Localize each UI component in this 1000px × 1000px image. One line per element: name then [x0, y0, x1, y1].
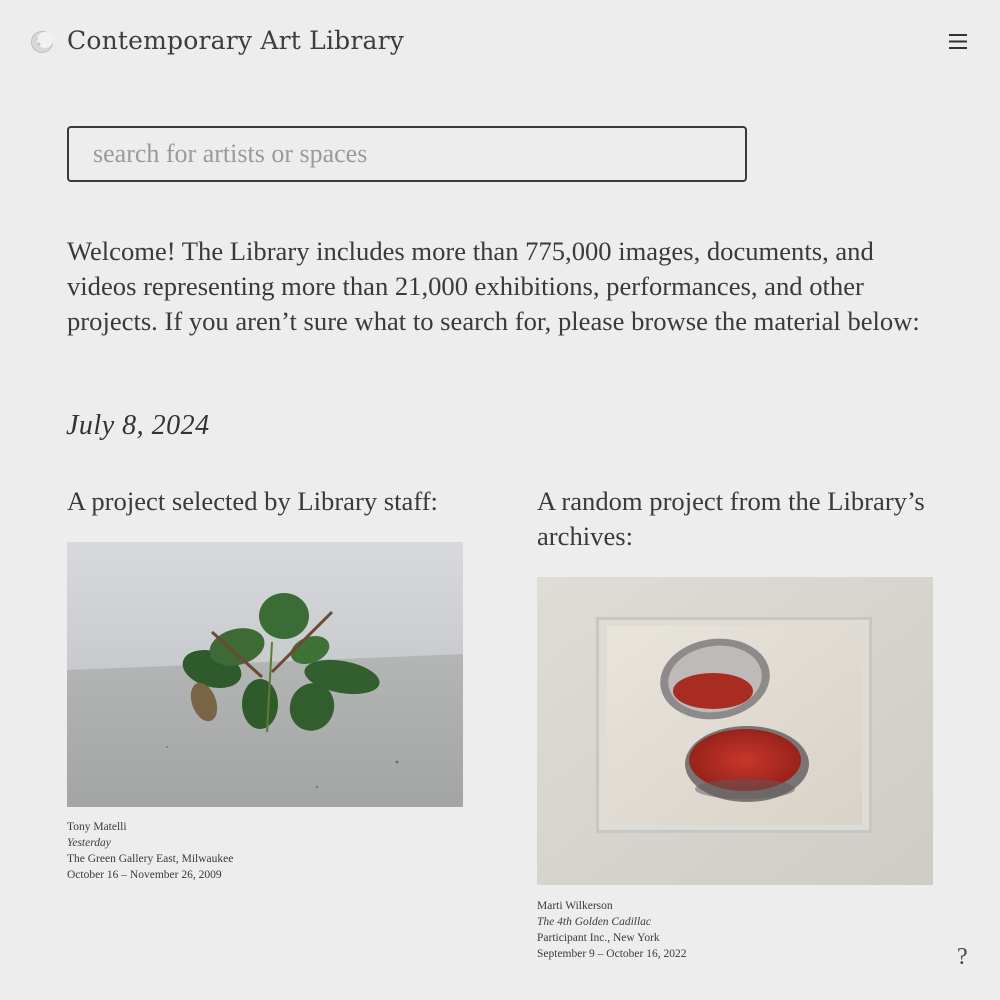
- random-artist[interactable]: Marti Wilkerson: [537, 900, 613, 912]
- featured-caption: [67, 819, 463, 883]
- search-box: [67, 126, 747, 182]
- random-heading: A random project from the Library’s archives:: [537, 486, 925, 551]
- search-input[interactable]: [69, 128, 745, 180]
- featured-title[interactable]: Yesterday: [67, 837, 111, 849]
- help-button[interactable]: ?: [957, 944, 968, 970]
- random-project-image[interactable]: [537, 577, 933, 885]
- featured-project-image[interactable]: [67, 542, 463, 807]
- random-title[interactable]: The 4th Golden Cadillac: [537, 916, 652, 928]
- site-title[interactable]: Contemporary Art Library: [67, 26, 405, 55]
- featured-dates: October 16 – November 26, 2009: [67, 869, 222, 881]
- moon-logo-icon[interactable]: [31, 31, 53, 53]
- welcome-text: Welcome! The Library includes more than 775,000 images, documents, and videos representing more than 21,000 exhibitions, performances, and other projects. If you aren’t sure what to search for, please browse the material below:: [67, 236, 920, 336]
- featured-heading: A project selected by Library staff:: [67, 486, 438, 516]
- featured-venue[interactable]: The Green Gallery East, Milwaukee: [67, 853, 234, 865]
- random-dates: September 9 – October 16, 2022: [537, 948, 687, 960]
- date-heading: July 8, 2024: [66, 410, 210, 441]
- hamburger-menu-icon[interactable]: [948, 33, 970, 51]
- random-caption: [537, 898, 933, 962]
- featured-artist[interactable]: Tony Matelli: [67, 821, 127, 833]
- random-venue[interactable]: Participant Inc., New York: [537, 932, 660, 944]
